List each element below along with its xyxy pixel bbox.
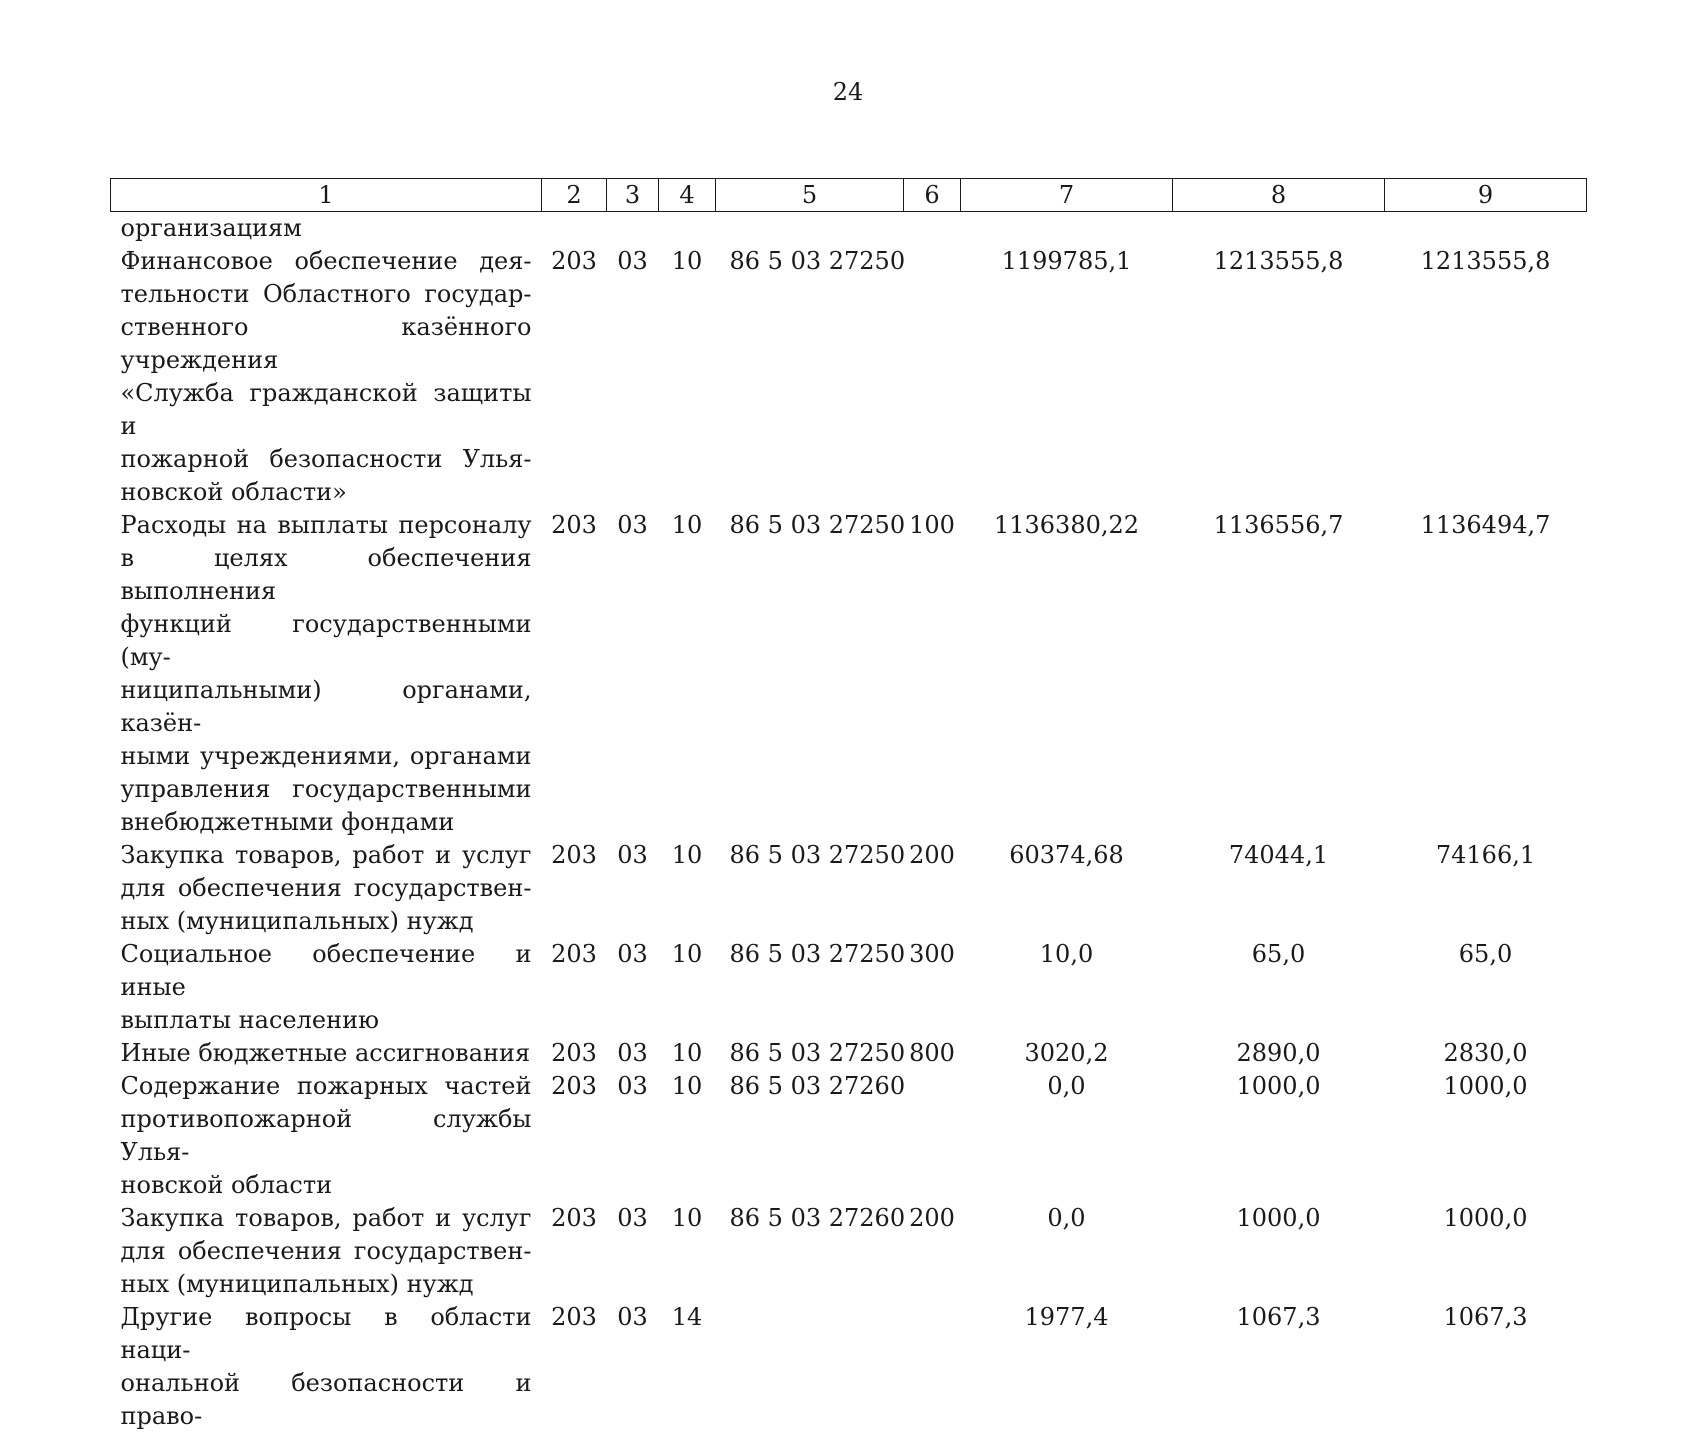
table-row xyxy=(111,1301,1587,1433)
header-cell: 8 xyxy=(1173,179,1385,212)
header-cell: 2 xyxy=(542,179,607,212)
item-name-line: Иные бюджетные ассигнования xyxy=(121,1037,532,1070)
chapter-code-cell: 203 xyxy=(542,839,607,938)
expense-type-cell xyxy=(904,1301,961,1433)
item-name-line: новской области» xyxy=(121,476,532,509)
subsection-code-cell: 10 xyxy=(659,938,716,1037)
expense-type-cell: 100 xyxy=(904,509,961,839)
chapter-code-cell: 203 xyxy=(542,1202,607,1301)
budget-table-container xyxy=(110,178,1586,1433)
item-name-line: Социальное обеспечение и иные xyxy=(121,938,532,1004)
amount-col7-cell: 1977,4 xyxy=(961,1301,1173,1433)
amount-col7-cell: 1199785,1 xyxy=(961,245,1173,509)
table-row xyxy=(111,839,1587,938)
item-name-line: Содержание пожарных частей xyxy=(121,1070,532,1103)
table-row xyxy=(111,938,1587,1037)
target-article-cell: 86 5 03 27250 xyxy=(716,938,904,1037)
target-article-cell: 86 5 03 27260 xyxy=(716,1070,904,1202)
item-name-line: внебюджетными фондами xyxy=(121,806,532,839)
header-cell: 9 xyxy=(1385,179,1587,212)
amount-col8-cell: 1000,0 xyxy=(1173,1070,1385,1202)
item-name-line: Другие вопросы в области наци- xyxy=(121,1301,532,1367)
table-row xyxy=(111,212,1587,246)
amount-col9-cell: 74166,1 xyxy=(1385,839,1587,938)
amount-col9-cell: 1000,0 xyxy=(1385,1070,1587,1202)
amount-col9-cell: 1067,3 xyxy=(1385,1301,1587,1433)
item-name-line: ных (муниципальных) нужд xyxy=(121,1268,532,1301)
header-cell: 7 xyxy=(961,179,1173,212)
expense-type-cell: 200 xyxy=(904,839,961,938)
page-number: 24 xyxy=(0,78,1696,106)
amount-col9-cell: 65,0 xyxy=(1385,938,1587,1037)
item-name-line: организациям xyxy=(121,212,532,245)
item-name-line: новской области xyxy=(121,1169,532,1202)
item-name-line: Расходы на выплаты персоналу xyxy=(121,509,532,542)
item-name-cell xyxy=(111,1070,542,1202)
item-name-cell xyxy=(111,245,542,509)
item-name-line: ниципальными) органами, казён- xyxy=(121,674,532,740)
chapter-code-cell: 203 xyxy=(542,1070,607,1202)
subsection-code-cell: 10 xyxy=(659,1202,716,1301)
amount-col7-cell: 1136380,22 xyxy=(961,509,1173,839)
item-name-line: Закупка товаров, работ и услуг xyxy=(121,1202,532,1235)
amount-col9-cell: 1213555,8 xyxy=(1385,245,1587,509)
section-code-cell: 03 xyxy=(607,1301,659,1433)
amount-col8-cell: 65,0 xyxy=(1173,938,1385,1037)
item-name-cell xyxy=(111,839,542,938)
section-code-cell: 03 xyxy=(607,839,659,938)
header-cell: 4 xyxy=(659,179,716,212)
amount-col8-cell: 1136556,7 xyxy=(1173,509,1385,839)
table-row xyxy=(111,245,1587,509)
item-name-line: противопожарной службы Улья- xyxy=(121,1103,532,1169)
subsection-code-cell: 10 xyxy=(659,509,716,839)
subsection-code-cell: 10 xyxy=(659,839,716,938)
expense-type-cell xyxy=(904,212,961,246)
item-name-cell xyxy=(111,1301,542,1433)
amount-col8-cell: 1067,3 xyxy=(1173,1301,1385,1433)
item-name-line: выплаты населению xyxy=(121,1004,532,1037)
table-row xyxy=(111,1202,1587,1301)
item-name-line: Финансовое обеспечение дея- xyxy=(121,245,532,278)
expense-type-cell xyxy=(904,1070,961,1202)
item-name-cell xyxy=(111,212,542,246)
amount-col7-cell: 0,0 xyxy=(961,1202,1173,1301)
chapter-code-cell: 203 xyxy=(542,1037,607,1070)
target-article-cell: 86 5 03 27260 xyxy=(716,1202,904,1301)
subsection-code-cell xyxy=(659,212,716,246)
item-name-line: в целях обеспечения выполнения xyxy=(121,542,532,608)
table-body xyxy=(111,212,1587,1433)
table-header xyxy=(111,179,1587,212)
section-code-cell: 03 xyxy=(607,938,659,1037)
amount-col8-cell: 1000,0 xyxy=(1173,1202,1385,1301)
subsection-code-cell: 10 xyxy=(659,1070,716,1202)
item-name-line: ных (муниципальных) нужд xyxy=(121,905,532,938)
table-row xyxy=(111,1037,1587,1070)
amount-col9-cell: 1136494,7 xyxy=(1385,509,1587,839)
item-name-line: Закупка товаров, работ и услуг xyxy=(121,839,532,872)
amount-col7-cell: 10,0 xyxy=(961,938,1173,1037)
target-article-cell: 86 5 03 27250 xyxy=(716,1037,904,1070)
amount-col9-cell: 1000,0 xyxy=(1385,1202,1587,1301)
target-article-cell xyxy=(716,1301,904,1433)
target-article-cell: 86 5 03 27250 xyxy=(716,245,904,509)
target-article-cell xyxy=(716,212,904,246)
section-code-cell: 03 xyxy=(607,1037,659,1070)
chapter-code-cell: 203 xyxy=(542,245,607,509)
section-code-cell xyxy=(607,212,659,246)
header-cell: 3 xyxy=(607,179,659,212)
header-cell: 5 xyxy=(716,179,904,212)
amount-col7-cell: 3020,2 xyxy=(961,1037,1173,1070)
amount-col7-cell xyxy=(961,212,1173,246)
section-code-cell: 03 xyxy=(607,245,659,509)
chapter-code-cell: 203 xyxy=(542,938,607,1037)
item-name-line: управления государственными xyxy=(121,773,532,806)
expense-type-cell xyxy=(904,245,961,509)
item-name-line: «Служба гражданской защиты и xyxy=(121,377,532,443)
amount-col8-cell: 2890,0 xyxy=(1173,1037,1385,1070)
budget-table xyxy=(110,178,1587,1433)
item-name-cell xyxy=(111,1037,542,1070)
item-name-cell xyxy=(111,938,542,1037)
item-name-line: ственного казённого учреждения xyxy=(121,311,532,377)
expense-type-cell: 200 xyxy=(904,1202,961,1301)
amount-col8-cell: 74044,1 xyxy=(1173,839,1385,938)
amount-col8-cell xyxy=(1173,212,1385,246)
target-article-cell: 86 5 03 27250 xyxy=(716,509,904,839)
item-name-line: для обеспечения государствен- xyxy=(121,872,532,905)
table-row xyxy=(111,1070,1587,1202)
header-row xyxy=(111,179,1587,212)
subsection-code-cell: 10 xyxy=(659,245,716,509)
item-name-line: тельности Областного государ- xyxy=(121,278,532,311)
amount-col7-cell: 0,0 xyxy=(961,1070,1173,1202)
amount-col8-cell: 1213555,8 xyxy=(1173,245,1385,509)
amount-col9-cell xyxy=(1385,212,1587,246)
header-cell: 1 xyxy=(111,179,542,212)
item-name-line: пожарной безопасности Улья- xyxy=(121,443,532,476)
subsection-code-cell: 14 xyxy=(659,1301,716,1433)
item-name-line: ональной безопасности и право- xyxy=(121,1367,532,1433)
expense-type-cell: 300 xyxy=(904,938,961,1037)
item-name-line: ными учреждениями, органами xyxy=(121,740,532,773)
section-code-cell: 03 xyxy=(607,1202,659,1301)
header-cell: 6 xyxy=(904,179,961,212)
target-article-cell: 86 5 03 27250 xyxy=(716,839,904,938)
item-name-cell xyxy=(111,1202,542,1301)
item-name-line: функций государственными (му- xyxy=(121,608,532,674)
section-code-cell: 03 xyxy=(607,509,659,839)
item-name-line: для обеспечения государствен- xyxy=(121,1235,532,1268)
item-name-cell xyxy=(111,509,542,839)
section-code-cell: 03 xyxy=(607,1070,659,1202)
amount-col9-cell: 2830,0 xyxy=(1385,1037,1587,1070)
table-row xyxy=(111,509,1587,839)
chapter-code-cell: 203 xyxy=(542,509,607,839)
expense-type-cell: 800 xyxy=(904,1037,961,1070)
amount-col7-cell: 60374,68 xyxy=(961,839,1173,938)
subsection-code-cell: 10 xyxy=(659,1037,716,1070)
chapter-code-cell: 203 xyxy=(542,1301,607,1433)
chapter-code-cell xyxy=(542,212,607,246)
